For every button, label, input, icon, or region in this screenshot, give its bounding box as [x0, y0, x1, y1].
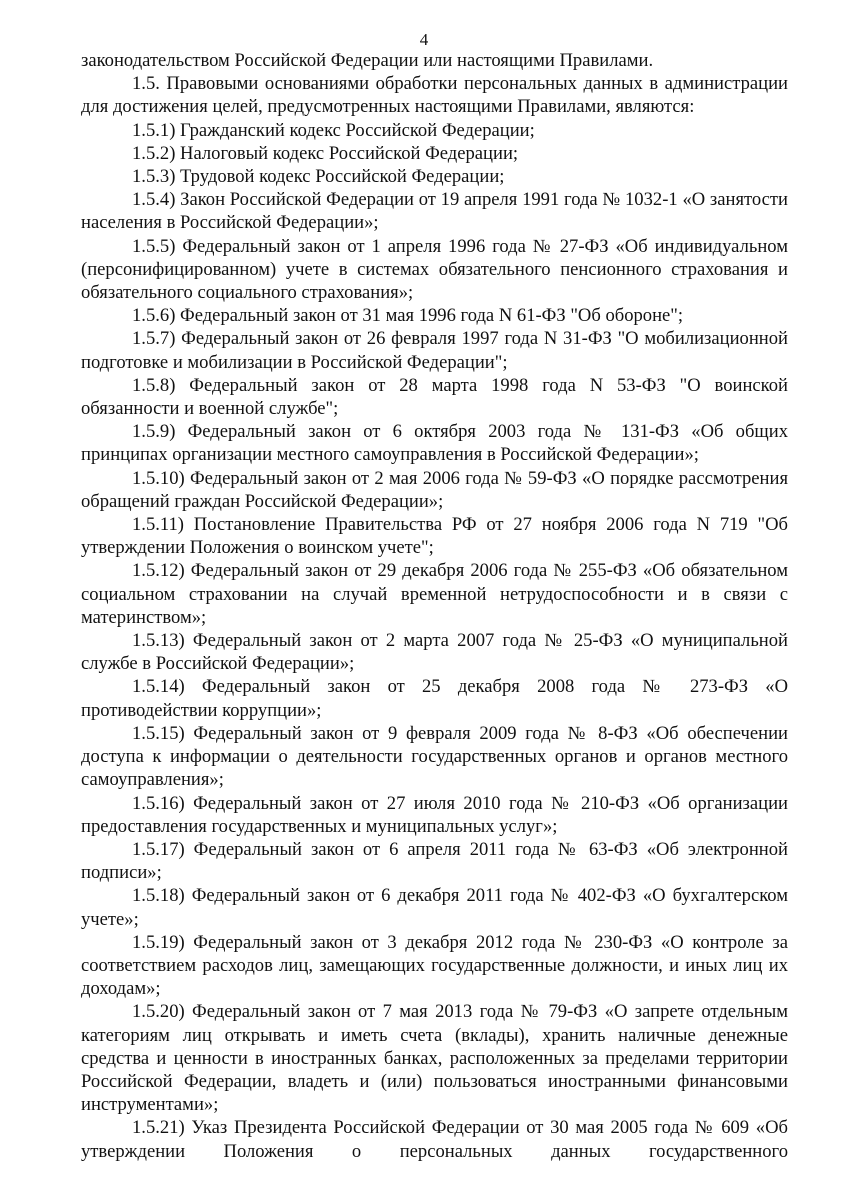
list-item-1-5-16: 1.5.16) Федеральный закон от 27 июля 2010 года № 210-ФЗ «Об организации предоставления государственных и муниципальных услуг»; — [81, 792, 788, 837]
list-item-1-5-10: 1.5.10) Федеральный закон от 2 мая 2006 года № 59-ФЗ «О порядке рассмотрения обращений граждан Российской Федерации»; — [81, 467, 788, 512]
paragraph-continuation: законодательством Российской Федерации или настоящими Правилами. — [81, 50, 654, 71]
list-item-1-5-17: 1.5.17) Федеральный закон от 6 апреля 2011 года № 63-ФЗ «Об электронной подписи»; — [81, 838, 788, 884]
document-body — [81, 49, 788, 1163]
list-item-1-5-1: 1.5.1) Гражданский кодекс Российской Федерации; — [132, 119, 535, 141]
list-item-1-5-11: 1.5.11) Постановление Правительства РФ от 27 ноября 2006 года N 719 "Об утверждении Положения о воинском учете"; — [81, 514, 788, 559]
list-item-1-5-18: 1.5.18) Федеральный закон от 6 декабря 2011 года № 402-ФЗ «О бухгалтерском учете»; — [81, 885, 788, 930]
list-item-1-5-8: 1.5.8) Федеральный закон от 28 марта 1998 года N 53-ФЗ "О воинской обязанности и военной службе"; — [81, 374, 788, 420]
list-item-1-5-14: 1.5.14) Федеральный закон от 25 декабря 2008 года № 273-ФЗ «О противодействии коррупции»; — [81, 676, 788, 721]
list-item-1-5-13: 1.5.13) Федеральный закон от 2 марта 2007 года № 25-ФЗ «О муниципальной службе в Российской Федерации»; — [81, 630, 788, 675]
list-item-1-5-3: 1.5.3) Трудовой кодекс Российской Федерации; — [132, 166, 505, 188]
list-item-1-5-20: 1.5.20) Федеральный закон от 7 мая 2013 года № 79-ФЗ «О запрете отдельным категориям лиц открывать и иметь счета (вклады), хранить наличные денежные средства и ценности в иностранных банках, расположенных за пределами территории Российской Федерации, владеть и (или) пользоваться иностранными финансовыми инструментами»; — [81, 1001, 788, 1116]
list-item-1-5-21: 1.5.21) Указ Президента Российской Федерации от 30 мая 2005 года № 609 «Об утверждении Положения о персональных данных государственного — [81, 1117, 788, 1162]
list-item-1-5-12: 1.5.12) Федеральный закон от 29 декабря 2006 года № 255-ФЗ «Об обязательном социальном страховании на случай временной нетрудоспособности и в связи с материнством»; — [81, 560, 788, 628]
list-item-1-5-6: 1.5.6) Федеральный закон от 31 мая 1996 года N 61-ФЗ "Об обороне"; — [132, 305, 684, 327]
list-item-1-5-2: 1.5.2) Налоговый кодекс Российской Федерации; — [132, 142, 519, 164]
page-number: 4 — [419, 30, 429, 49]
list-item-1-5-5: 1.5.5) Федеральный закон от 1 апреля 1996 года № 27-ФЗ «Об индивидуальном (персонифицированном) учете в системах обязательного пенсионного страхования и обязательного социального страхования»; — [81, 235, 788, 304]
list-item-1-5-7: 1.5.7) Федеральный закон от 26 февраля 1997 года N 31-ФЗ "О мобилизационной подготовке и мобилизации в Российской Федерации"; — [81, 328, 788, 373]
list-item-1-5-9: 1.5.9) Федеральный закон от 6 октября 2003 года № 131-ФЗ «Об общих принципах организации местного самоуправления в Российской Федерации»; — [81, 421, 788, 466]
list-item-1-5-19: 1.5.19) Федеральный закон от 3 декабря 2012 года № 230-ФЗ «О контроле за соответствием расходов лиц, замещающих государственные должности, и иных лиц их доходам»; — [81, 931, 788, 1000]
paragraph-1-5: 1.5. Правовыми основаниями обработки персональных данных в администрации для достижения целей, предусмотренных настоящими Правилами, являются: — [81, 73, 788, 118]
list-item-1-5-15: 1.5.15) Федеральный закон от 9 февраля 2009 года № 8-ФЗ «Об обеспечении доступа к информации о деятельности государственных органов и органов местного самоуправления»; — [81, 722, 788, 791]
list-item-1-5-4: 1.5.4) Закон Российской Федерации от 19 апреля 1991 года № 1032-1 «О занятости населения в Российской Федерации»; — [81, 189, 788, 234]
